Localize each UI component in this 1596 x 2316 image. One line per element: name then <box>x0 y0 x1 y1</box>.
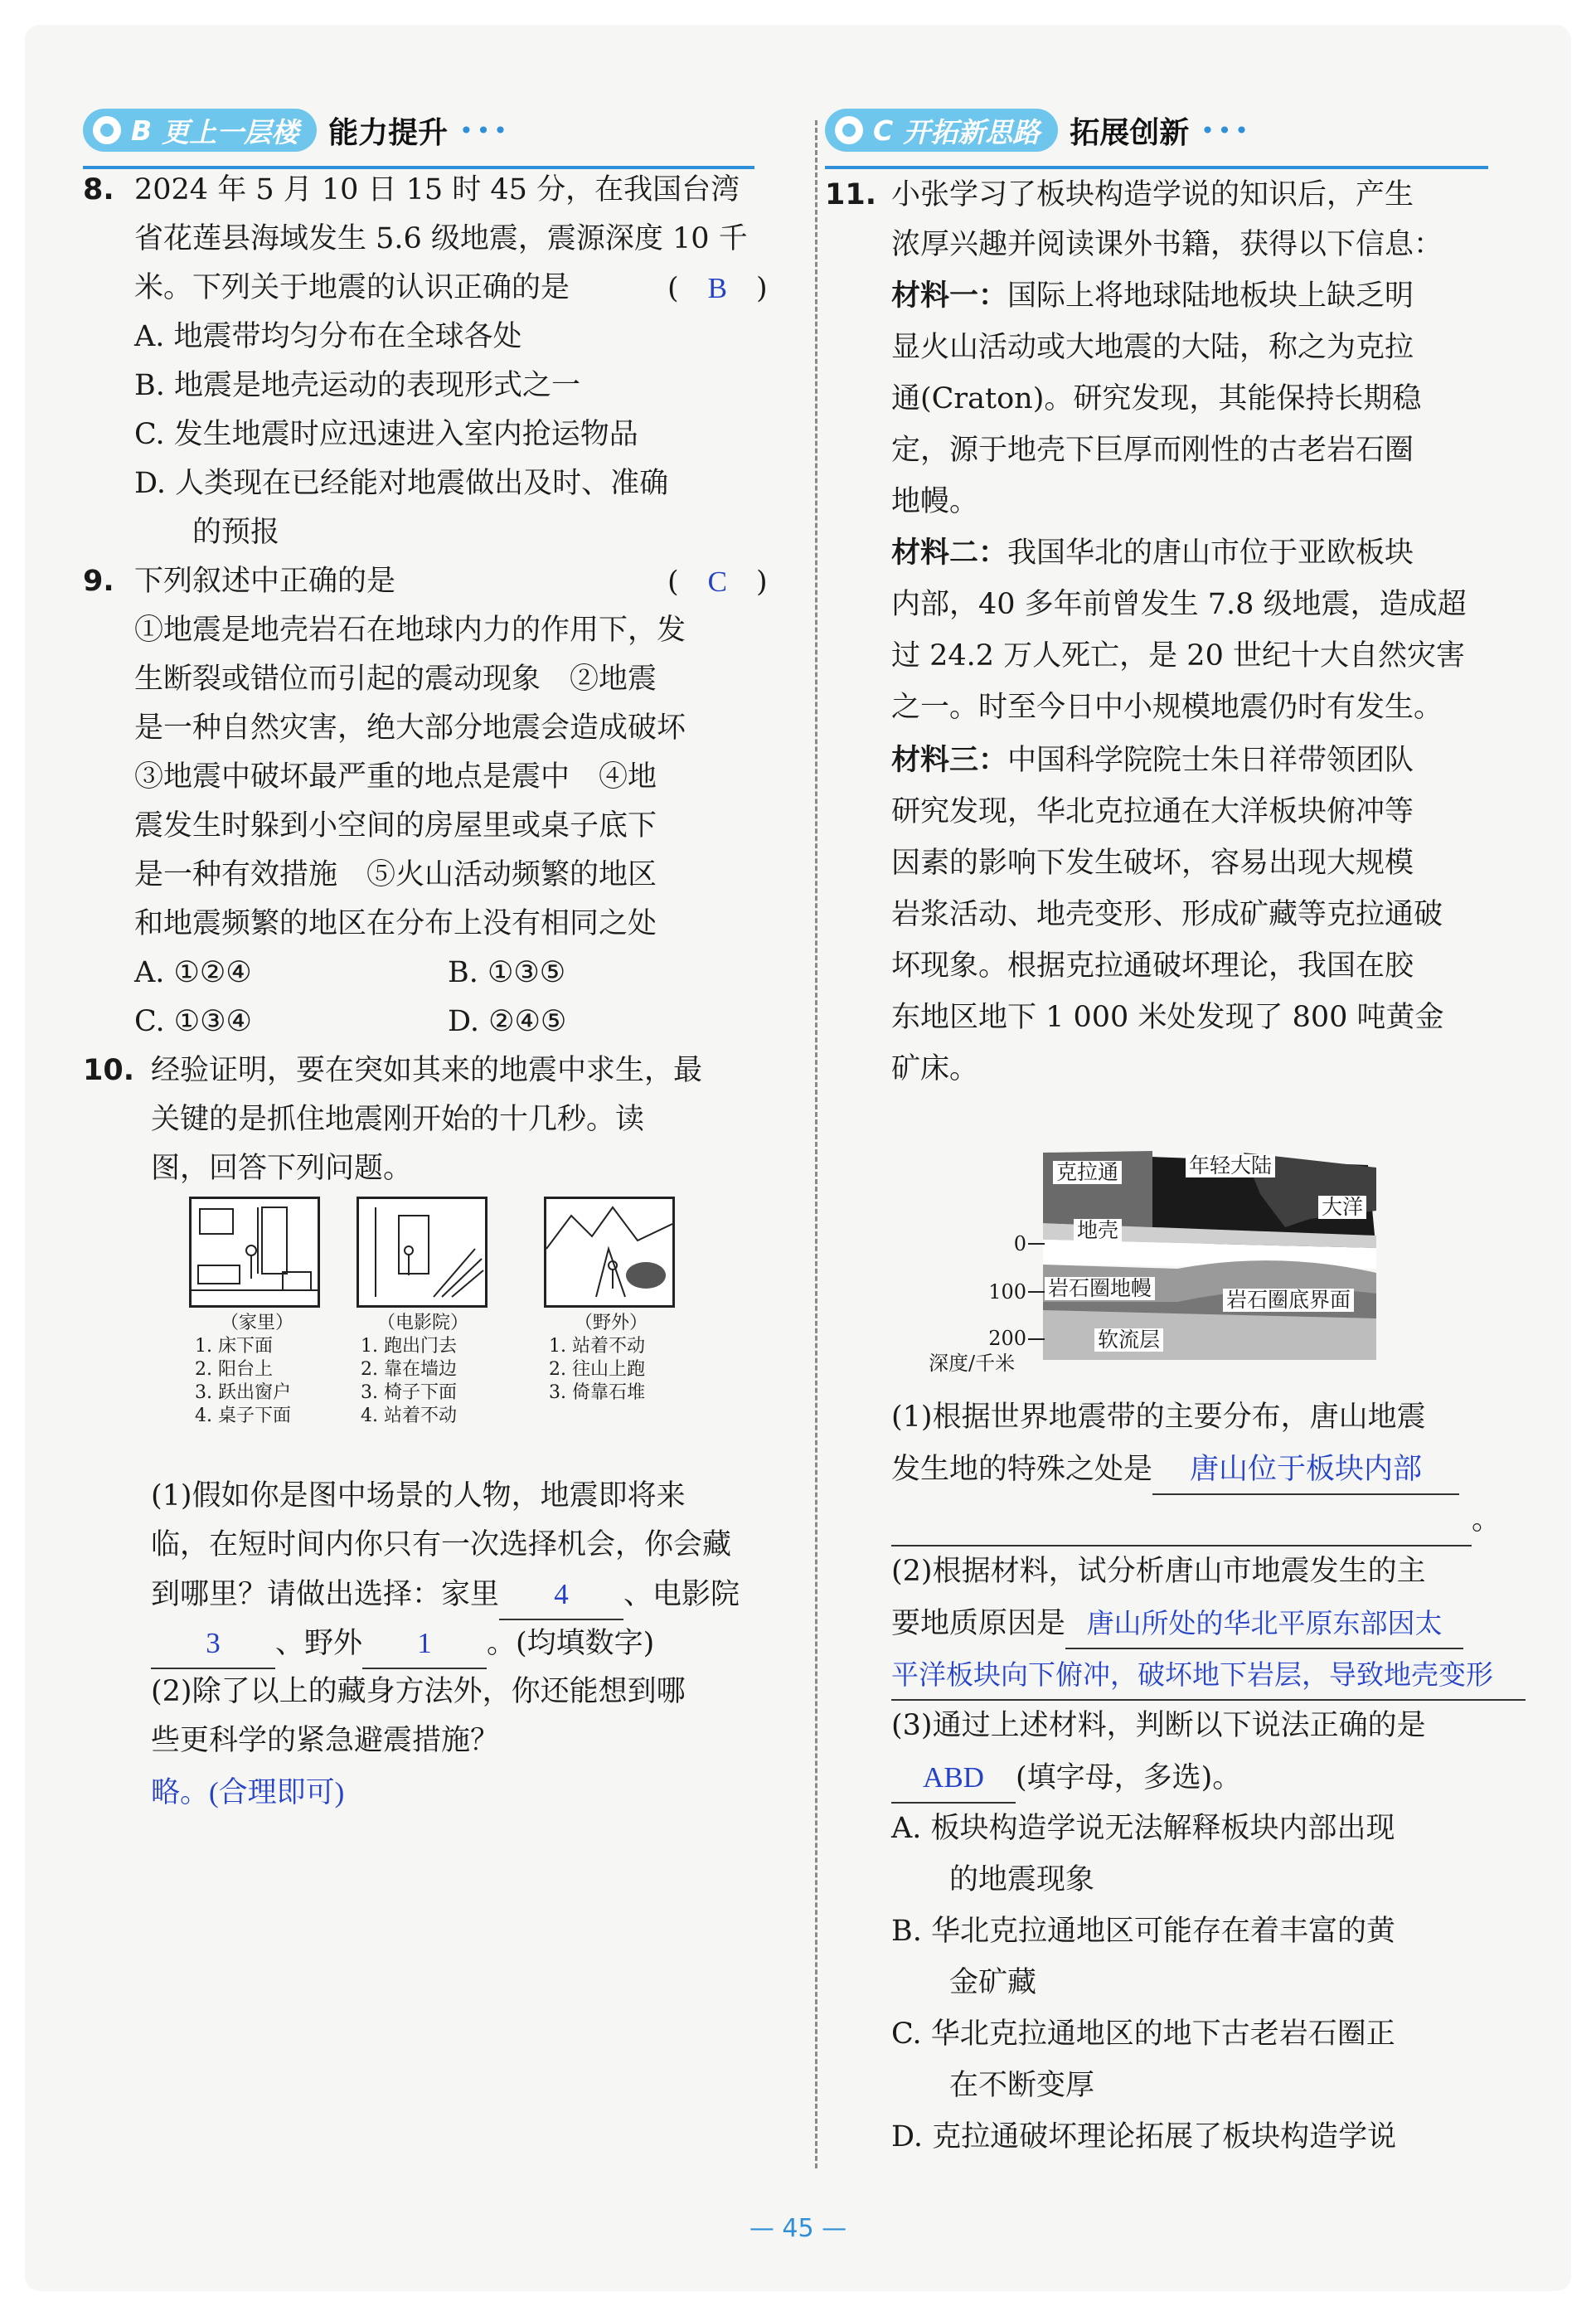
outdoor-scene-illustration <box>544 1197 675 1308</box>
scene-option: 1. 站着不动 <box>549 1336 645 1357</box>
question-text: 震发生时躲到小空间的房屋里或桌子底下 <box>134 809 657 842</box>
question-text: (填字母，多选)。 <box>1016 1761 1242 1794</box>
section-subtitle: 拓展创新 <box>1070 115 1190 150</box>
question-text: (1)根据世界地震带的主要分布，唐山地震 <box>891 1401 1426 1434</box>
material-text: 之一。时至今日中小规模地震仍时有发生。 <box>891 691 1443 724</box>
scene-caption-cinema <box>361 1312 485 1428</box>
diagram-label: 大洋 <box>1318 1196 1366 1219</box>
answer-text: 略。(合理即可) <box>151 1776 345 1809</box>
diagram-label: 地壳 <box>1074 1219 1122 1242</box>
home-scene-illustration <box>189 1197 320 1308</box>
material-text: 岩浆活动、地壳变形、形成矿藏等克拉通破 <box>891 898 1443 931</box>
material-text: 通(Craton)。研究发现，其能保持长期稳 <box>891 382 1422 415</box>
target-icon <box>835 116 863 144</box>
diagram-label: 克拉通 <box>1053 1161 1122 1184</box>
depth-axis-label: 深度/千米 <box>929 1352 1016 1375</box>
question-text: 、电影院 <box>623 1578 740 1611</box>
option: D. ②④⑤ <box>448 1005 567 1038</box>
answer-blank: 唐山位于板块内部 <box>1152 1444 1459 1495</box>
option: C. ①③④ <box>134 1005 252 1038</box>
scene-option: 3. 倚靠石堆 <box>549 1382 645 1403</box>
question-text: (1)假如你是图中场景的人物，地震即将来 <box>151 1479 686 1512</box>
answer-bracket: ( B ) <box>667 272 768 305</box>
section-title: 开拓新思路 <box>903 115 1041 148</box>
option: 的预报 <box>192 516 280 549</box>
question-text: 些更科学的紧急避震措施？ <box>151 1724 500 1757</box>
section-pill-right <box>825 109 1058 152</box>
material-text: 研究发现，华北克拉通在大洋板块俯冲等 <box>891 795 1414 828</box>
question-text: (2)除了以上的藏身方法外，你还能想到哪 <box>151 1675 686 1708</box>
diagram-label: 岩石圈底界面 <box>1223 1289 1354 1312</box>
page-card <box>25 25 1571 2291</box>
question-text: 生断裂或错位而引起的震动现象 ②地震 <box>134 663 657 696</box>
scene-option: 4. 站着不动 <box>361 1406 457 1426</box>
answer-blank: 1 <box>362 1619 487 1669</box>
diagram-label: 软流层 <box>1094 1328 1163 1352</box>
question-text: 2024 年 5 月 10 日 15 时 45 分，在我国台湾 <box>134 173 740 206</box>
material-paragraph <box>891 736 1414 785</box>
answer-choice: C <box>707 566 728 598</box>
target-icon <box>93 116 121 144</box>
question-text: 到哪里？请做出选择：家里 <box>151 1578 500 1611</box>
scene-option: 3. 跃出窗户 <box>195 1382 291 1403</box>
question-text: 、野外 <box>275 1627 363 1660</box>
answer-bracket: ( C ) <box>667 566 768 599</box>
option: 的地震现象 <box>949 1863 1095 1896</box>
section-header-right <box>825 101 1252 159</box>
question-text: 经验证明，要在突如其来的地震中求生，最 <box>151 1054 703 1087</box>
material-text: 中国科学院院士朱日祥带领团队 <box>1007 744 1414 777</box>
material-text: 因素的影响下发生破坏，容易出现大规模 <box>891 847 1414 880</box>
answer-choice: B <box>707 272 728 304</box>
scene-title: （野外） <box>574 1313 648 1333</box>
option: 在不断变厚 <box>949 2069 1095 2102</box>
question-text: 小张学习了板块构造学说的知识后，产生 <box>891 178 1414 211</box>
question-number: 8. <box>83 173 114 206</box>
material-text: 我国华北的唐山市位于亚欧板块 <box>1007 537 1414 570</box>
section-title: 更上一层楼 <box>162 115 299 148</box>
dots-icon: ••• <box>459 116 511 144</box>
section-letter: C <box>873 114 894 147</box>
option: D. 克拉通破坏理论拓展了板块构造学说 <box>891 2120 1397 2153</box>
material-text: 矿床。 <box>891 1052 979 1085</box>
question-text: 。(均填数字) <box>487 1627 655 1660</box>
question-text: ③地震中破坏最严重的地点是震中 ④地 <box>134 760 657 794</box>
scene-caption-outdoor <box>549 1312 673 1405</box>
empty-blank <box>891 1496 1472 1546</box>
question-text: 图，回答下列问题。 <box>151 1152 413 1185</box>
diagram-label: 岩石圈地幔 <box>1045 1277 1155 1300</box>
option: C. 发生地震时应迅速进入室内抢运物品 <box>134 418 638 451</box>
section-subtitle: 能力提升 <box>328 115 449 150</box>
option: C. 华北克拉通地区的地下古老岩石圈正 <box>891 2017 1395 2051</box>
answer-blank: ABD <box>891 1753 1016 1804</box>
material-paragraph <box>891 272 1414 321</box>
material-text: 国际上将地球陆地板块上缺乏明 <box>1007 279 1414 313</box>
question-text <box>891 1599 1463 1649</box>
scene-option: 1. 床下面 <box>195 1336 273 1357</box>
cinema-scene-illustration <box>357 1197 488 1308</box>
question-text <box>891 1753 1241 1804</box>
question-text: 关键的是抓住地震刚开始的十几秒。读 <box>151 1103 645 1136</box>
question-text: (3)通过上述材料，判断以下说法正确的是 <box>891 1709 1426 1742</box>
diagram-label: 年轻大陆 <box>1186 1154 1275 1177</box>
material-text: 定，源于地壳下巨厚而刚性的古老岩石圈 <box>891 434 1414 467</box>
question-number: 11. <box>825 178 877 211</box>
scene-title: （家里） <box>220 1313 293 1333</box>
question-text: 浓厚兴趣并阅读课外书籍，获得以下信息： <box>891 228 1443 261</box>
craton-cross-section-diagram <box>929 1103 1393 1376</box>
question-text: 要地质原因是 <box>891 1607 1066 1640</box>
dots-icon: ••• <box>1201 116 1252 144</box>
material-text: 过 24.2 万人死亡，是 20 世纪十大自然灾害 <box>891 639 1465 672</box>
answer-blank: 4 <box>499 1570 623 1620</box>
depth-tick: 0 <box>1013 1232 1026 1255</box>
question-number: 9. <box>83 565 114 598</box>
scene-option: 3. 椅子下面 <box>361 1382 457 1403</box>
question-text: 发生地的特殊之处是 <box>891 1453 1153 1486</box>
option: A. 地震带均匀分布在全球各处 <box>134 320 522 353</box>
page-number: — 45 — <box>749 2214 847 2243</box>
scene-option: 2. 靠在墙边 <box>361 1359 457 1380</box>
answer-blank: 平洋板块向下俯冲，破坏地下岩层，导致地壳变形 <box>891 1650 1526 1701</box>
question-text: 下列叙述中正确的是 <box>134 565 396 598</box>
material-text: 地幔。 <box>891 485 979 518</box>
material-text: 显火山活动或大地震的大陆，称之为克拉 <box>891 331 1414 364</box>
question-text <box>891 1444 1459 1495</box>
option: A. 板块构造学说无法解释板块内部出现 <box>891 1812 1395 1845</box>
depth-tick: 200 <box>988 1327 1026 1350</box>
question-text: 米。下列关于地震的认识正确的是 <box>134 271 570 304</box>
question-text <box>151 1570 740 1620</box>
question-number: 10. <box>83 1054 135 1087</box>
material-label: 材料一： <box>891 279 1008 313</box>
question-text <box>151 1619 654 1669</box>
answer-line <box>891 1650 1526 1701</box>
section-letter: B <box>131 114 153 147</box>
scene-option: 1. 跑出门去 <box>361 1336 457 1357</box>
option: B. 华北克拉通地区可能存在着丰富的黄 <box>891 1915 1395 1948</box>
section-underline <box>825 166 1488 169</box>
material-text: 内部，40 多年前曾发生 7.8 级地震，造成超 <box>891 588 1467 621</box>
scene-title: （电影院） <box>376 1313 468 1333</box>
section-header-left <box>83 101 511 159</box>
question-text: 和地震频繁的地区在分布上没有相同之处 <box>134 907 657 940</box>
question-text: 临，在短时间内你只有一次选择机会，你会藏 <box>151 1528 732 1561</box>
material-text: 坏现象。根据克拉通破坏理论，我国在胶 <box>891 949 1414 983</box>
scene-caption-home <box>195 1312 319 1428</box>
scene-option: 4. 桌子下面 <box>195 1406 291 1426</box>
depth-tick: 100 <box>988 1280 1026 1304</box>
scene-option: 2. 阳台上 <box>195 1359 273 1380</box>
answer-blank: 唐山所处的华北平原东部因太 <box>1065 1599 1463 1649</box>
option: D. 人类现在已经能对地震做出及时、准确 <box>134 467 669 500</box>
question-text: 省花莲县海域发生 5.6 级地震，震源深度 10 千 <box>134 222 748 255</box>
section-pill-left <box>83 109 317 152</box>
question-text: 是一种自然灾害，绝大部分地震会造成破坏 <box>134 711 686 745</box>
material-label: 材料三： <box>891 744 1008 777</box>
material-label: 材料二： <box>891 537 1008 570</box>
option: B. ①③⑤ <box>448 956 566 989</box>
answer-blank: 3 <box>151 1619 275 1669</box>
option: B. 地震是地壳运动的表现形式之一 <box>134 369 580 402</box>
question-text: ①地震是地壳岩石在地球内力的作用下，发 <box>134 614 686 647</box>
option: A. ①②④ <box>134 956 252 989</box>
question-text: (2)根据材料，试分析唐山市地震发生的主 <box>891 1555 1426 1588</box>
answer-line: 。 <box>891 1496 1501 1546</box>
scene-option: 2. 往山上跑 <box>549 1359 645 1380</box>
material-text: 东地区地下 1 000 米处发现了 800 吨黄金 <box>891 1001 1444 1034</box>
column-divider <box>815 120 817 2168</box>
option: 金矿藏 <box>949 1966 1037 1999</box>
material-paragraph <box>891 529 1414 578</box>
question-text: 是一种有效措施 ⑤火山活动频繁的地区 <box>134 858 657 891</box>
